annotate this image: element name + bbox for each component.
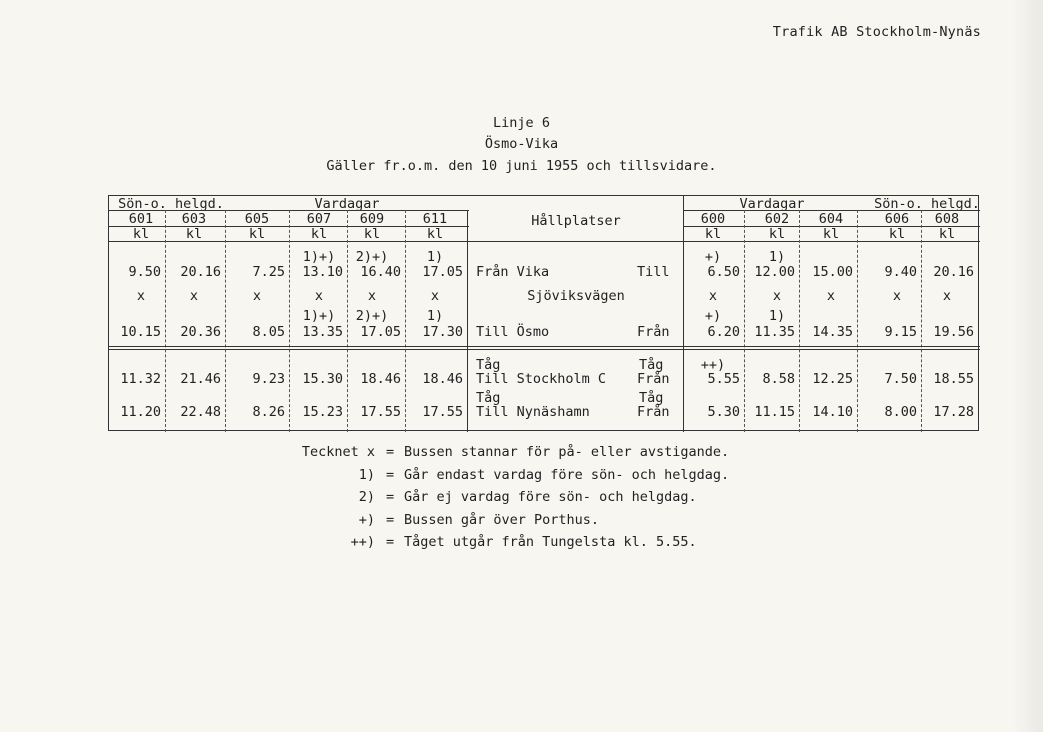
departure-time: 15.00 [812,264,853,280]
departure-time: 17.05 [360,324,401,340]
right-weekday-group: Vardagar [739,196,805,212]
departure-time: 13.35 [302,324,343,340]
mode-label: Tåg [476,390,501,406]
departure-time: x [826,288,836,304]
column-number: 604 [818,211,844,227]
departure-time: 14.35 [812,324,853,340]
arrival-time: 14.10 [812,404,853,420]
legend-equals: = [386,444,395,460]
kl-label: kl [938,226,956,242]
departure-time: 20.16 [933,264,974,280]
arrival-time: 15.30 [302,371,343,387]
kl-label: kl [363,226,381,242]
column-number: 600 [700,211,726,227]
header-rule [109,241,980,242]
arrival-time: 8.00 [884,404,917,420]
column-number: 608 [934,211,960,227]
legend-equals: = [386,489,395,505]
stop-name: Till Ösmo [476,324,550,340]
column-number: 602 [764,211,790,227]
departure-time: 10.15 [120,324,161,340]
departure-time: 20.16 [180,264,221,280]
stop-name: Till Stockholm C [476,371,607,387]
header-rule [683,226,980,227]
column-number: 611 [422,211,448,227]
column-number: 606 [884,211,910,227]
arrival-time: 18.55 [933,371,974,387]
arrival-time: 9.23 [252,371,285,387]
arrival-time: 11.32 [120,371,161,387]
arrival-time: 8.58 [762,371,795,387]
footnote-mark: 1)+) [302,308,336,324]
legend-key: 2) [358,489,375,505]
column-number: 609 [359,211,385,227]
departure-time: x [314,288,324,304]
footnote-mark: +) [704,249,722,265]
departure-time: 13.10 [302,264,343,280]
departure-time: 9.40 [884,264,917,280]
arrival-time: 12.25 [812,371,853,387]
column-number: 605 [244,211,270,227]
column-rule [744,210,745,432]
departure-time: x [708,288,718,304]
kl-label: kl [704,226,722,242]
kl-label: kl [132,226,150,242]
footnote-mark: 2)+) [355,308,389,324]
legend-description: Bussen går över Porthus. [404,511,600,528]
column-rule [289,210,290,432]
departure-time: x [772,288,782,304]
arrival-time: 8.26 [252,404,285,420]
arrival-time: 11.20 [120,404,161,420]
company-name: Trafik AB Stockholm-Nynäs [772,24,981,40]
arrival-time: 21.46 [180,371,221,387]
legend-key: +) [358,511,375,528]
departure-time: 12.00 [754,264,795,280]
departure-time: x [367,288,377,304]
departure-time: 20.36 [180,324,221,340]
arrival-time: 7.50 [884,371,917,387]
header-rule [683,210,980,211]
column-rule [799,210,800,432]
departure-time: 16.40 [360,264,401,280]
departure-time: x [942,288,952,304]
footnote-mark: 1) [426,308,444,324]
legend-key: Tecknet x [301,444,375,460]
legend-key: ++) [350,534,375,550]
kl-label: kl [822,226,840,242]
departure-time: 6.20 [707,324,740,340]
footnote-mark: ++) [700,357,726,373]
column-rule [225,210,226,432]
stop-name: Sjöviksvägen [527,288,625,304]
legend-description: Går ej vardag före sön- och helgdag. [404,489,697,505]
departure-time: 9.50 [128,264,161,280]
column-rule [165,210,166,432]
column-rule [467,210,468,432]
arrival-time: 15.23 [302,404,343,420]
kl-label: kl [888,226,906,242]
stop-name: Från Vika [476,264,550,280]
footnote-mark: 1) [426,249,444,265]
column-number: 607 [306,211,332,227]
column-rule [405,210,406,432]
kl-label: kl [310,226,328,242]
arrival-time: 18.46 [360,371,401,387]
column-number: 601 [128,211,154,227]
kl-label: kl [248,226,266,242]
kl-label: kl [185,226,203,242]
footnote-mark: 1) [768,308,786,324]
legend-description: Bussen stannar för på- eller avstigande. [404,444,730,460]
stops-header: Hållplatser [531,213,621,229]
legend-description: Går endast vardag före sön- och helgdag. [404,466,730,483]
arrival-time: 18.46 [422,371,463,387]
departure-time: x [189,288,199,304]
column-number: 603 [181,211,207,227]
line-title: Linje 6 [493,115,550,131]
departure-time: 7.25 [252,264,285,280]
departure-time: 9.15 [884,324,917,340]
stop-name: Till Nynäshamn [476,404,590,420]
departure-time: x [252,288,262,304]
departure-time: 19.56 [933,324,974,340]
column-rule [683,196,684,432]
footnote-mark: 1) [768,249,786,265]
legend-equals: = [386,466,395,483]
kl-label: kl [768,226,786,242]
section-rule [109,346,980,347]
legend-equals: = [386,511,395,528]
column-rule [857,210,858,432]
arrival-time: 22.48 [180,404,221,420]
direction-word: Till [637,264,670,280]
legend-key: 1) [358,466,375,483]
direction-word: Från [637,404,670,420]
departure-time: x [430,288,440,304]
footnote-mark: +) [704,308,722,324]
validity-text: Gäller fr.o.m. den 10 juni 1955 och tillsvidare. [326,158,717,174]
paper-edge-shadow [1013,0,1043,732]
kl-label: kl [426,226,444,242]
left-weekday-group: Vardagar [314,196,380,212]
mode-label: Tåg [476,357,501,373]
left-sunday-group: Sön-o. helgd. [118,196,224,212]
arrival-time: 17.55 [422,404,463,420]
departure-time: x [892,288,902,304]
column-rule [347,210,348,432]
arrival-time: 17.28 [933,404,974,420]
timetable [108,195,979,431]
route-title: Ösmo-Vika [484,136,559,152]
arrival-time: 17.55 [360,404,401,420]
departure-time: 8.05 [252,324,285,340]
departure-time: 11.35 [754,324,795,340]
legend-description: Tåget utgår från Tungelsta kl. 5.55. [404,534,697,550]
departure-time: 17.05 [422,264,463,280]
arrival-time: 5.55 [707,371,740,387]
departure-time: 6.50 [707,264,740,280]
footnote-mark: 2)+) [355,249,389,265]
column-rule [921,210,922,432]
mode-label: Tåg [639,357,664,373]
section-rule [109,349,980,350]
footnote-mark: 1)+) [302,249,336,265]
right-sunday-group: Sön-o. helgd. [874,196,980,212]
direction-word: Från [637,371,670,387]
departure-time: x [136,288,146,304]
mode-label: Tåg [639,390,664,406]
direction-word: Från [637,324,670,340]
legend-equals: = [386,534,395,550]
arrival-time: 5.30 [707,404,740,420]
arrival-time: 11.15 [754,404,795,420]
departure-time: 17.30 [422,324,463,340]
